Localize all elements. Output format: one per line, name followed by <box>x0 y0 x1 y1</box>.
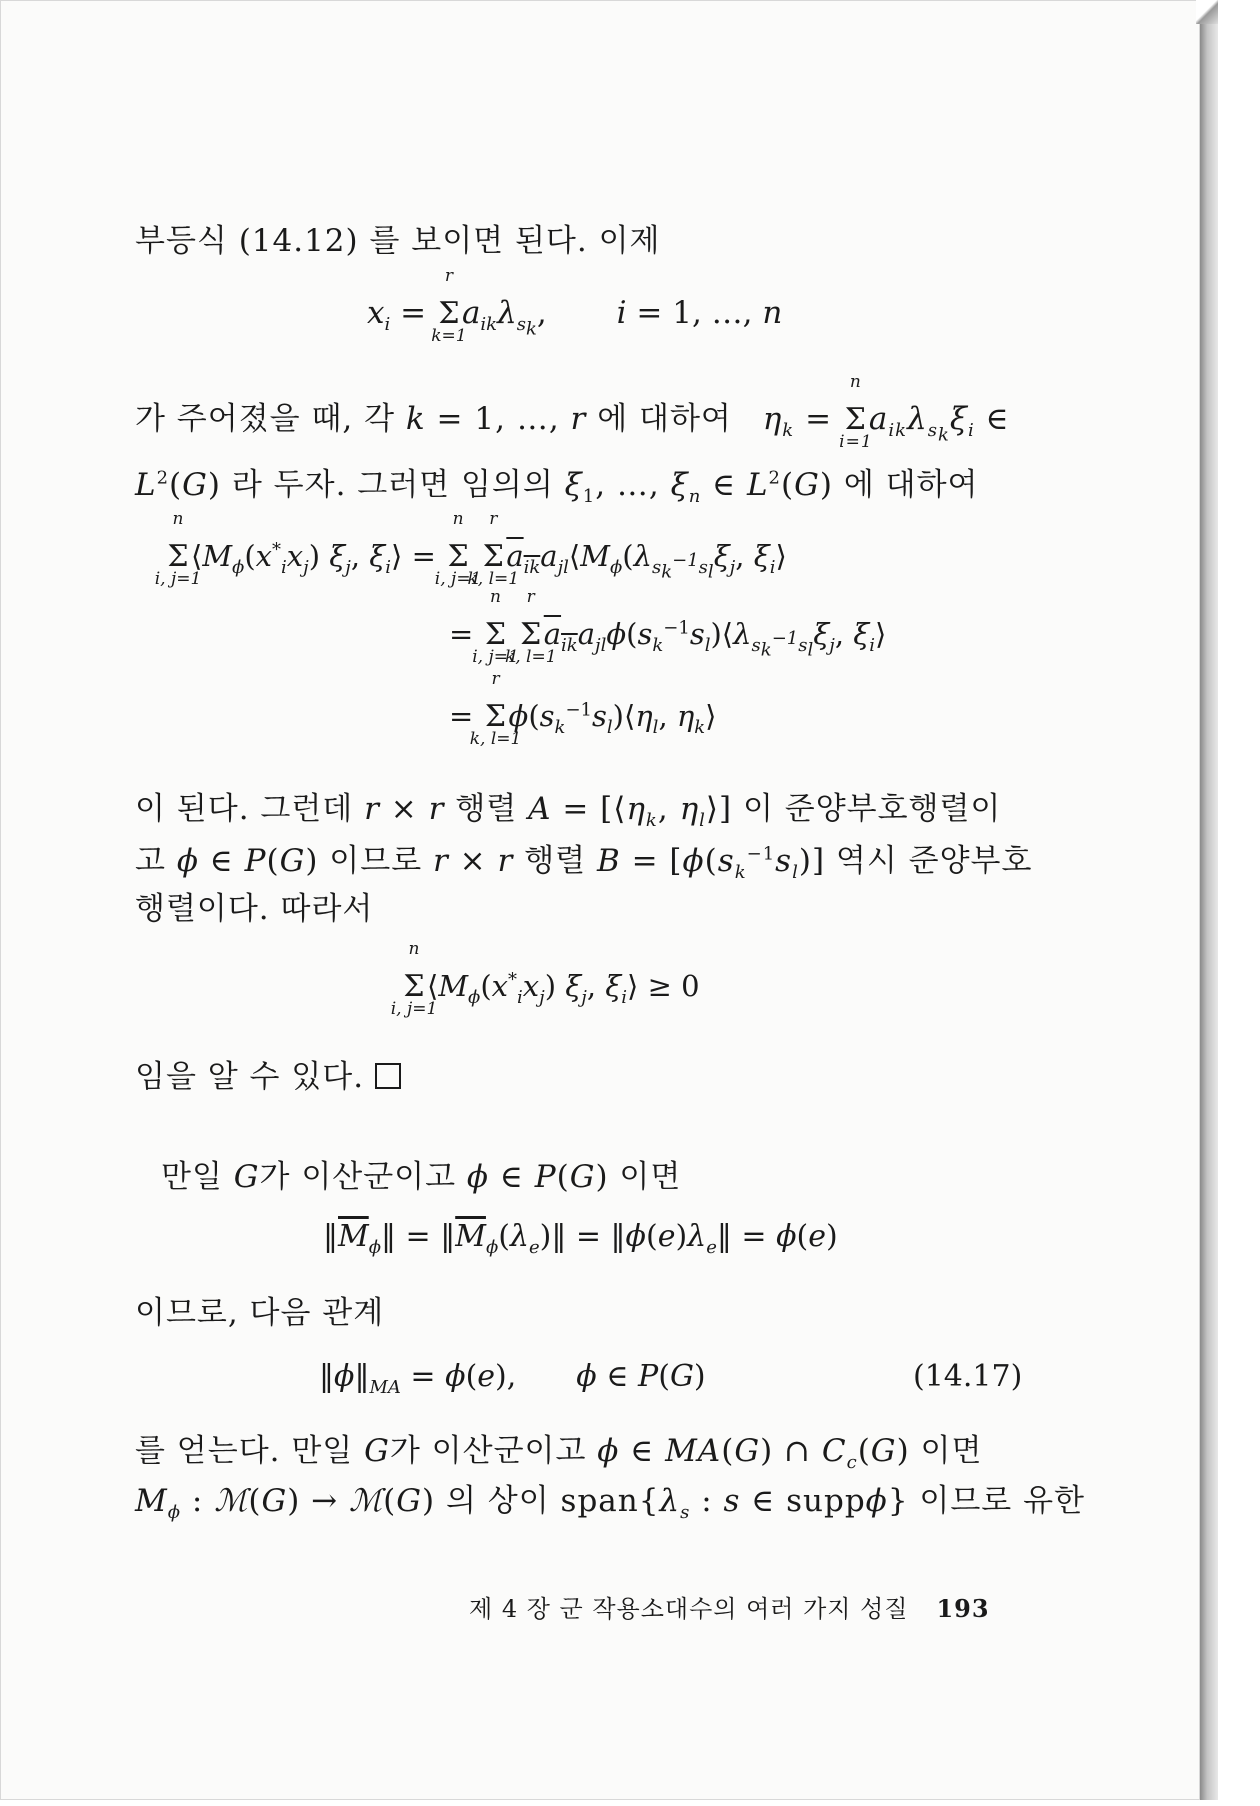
paragraph-text: 역시 준양부호 <box>835 843 1033 879</box>
paragraph-text: 가 주어졌을 때, 각 <box>135 401 406 437</box>
paragraph-text: 이면 <box>619 1159 682 1195</box>
paragraph-text: 가 이산군이고 <box>259 1159 457 1195</box>
paragraph-text: 임을 알 수 있다. <box>135 1059 365 1095</box>
page-curl <box>1196 0 1218 24</box>
text-line: 만일 G가 이산군이고 ϕ ∈ P(G) 이면 <box>161 1159 682 1195</box>
paragraph-text: 이면 <box>920 1433 983 1469</box>
paragraph-text: 의 상이 <box>445 1483 550 1519</box>
paragraph-text: 에 대하여 <box>843 467 979 503</box>
paragraph-text: 고 <box>135 843 166 879</box>
text-line: $M_\phi$ : ℳ(G) → ℳ(G) 의 상이 $span\{\lambda_s$ : s ∈ suppϕ} 이므로 유한 <box>135 1483 1085 1524</box>
equation-14-17: $‖\phi‖_{MA} = \phi(e)$, ϕ ∈ P(G) <box>319 1359 706 1398</box>
equation-sum-line3: = Σ r k, l=1 $\phi(s_k^{-1}s_l)⟨\eta_l$, $\eta_k⟩$ <box>449 669 717 749</box>
text-line <box>135 1287 384 1332</box>
page-number: 193 <box>936 1594 990 1623</box>
paragraph-text: 가 이산군이고 <box>389 1433 587 1469</box>
equation-sum-line2: = Σ n i, j=1 Σ r k, l=1 $a_{ik}a_{jl}\phi(s_k^{-1}s_l)⟨\lambda_{s_k^{-1}s_l}\xi_j$, $\xi_i⟩$ <box>449 587 887 667</box>
paragraph-text: 이므로, 다음 관계 <box>135 1295 385 1331</box>
paragraph-text: 이므로 <box>329 843 423 879</box>
text-line <box>135 215 660 260</box>
text-line: 이 된다. 그런데 r × r 행렬 $A = [⟨\eta_k$, $\eta_l⟩$] 이 준양부호행렬이 <box>135 791 1002 832</box>
paragraph-text: 행렬 <box>455 791 518 827</box>
paragraph-text: 부등식 (14.12) 를 보이면 된다. 이제 <box>135 223 661 259</box>
equation-positivity: Σ n i, j=1 $⟨M_\phi(x^*_ix_j)$ $\xi_j$, $\xi_i⟩ \ge 0$ <box>390 939 700 1019</box>
paragraph-text: 만일 <box>161 1159 223 1195</box>
paragraph-text: 이 된다. 그런데 <box>135 791 354 827</box>
paragraph-text: 이 준양부호행렬이 <box>742 791 1002 827</box>
qed-box-icon <box>375 1063 401 1089</box>
paragraph-text: 를 얻는다. 만일 <box>135 1433 354 1469</box>
text-line: 를 얻는다. 만일 G가 이산군이고 ϕ ∈ MA(G) ∩ $C_c(G)$ 이면 <box>135 1433 983 1474</box>
paragraph-text: 라 두자. 그러면 임의의 <box>231 467 554 503</box>
equation-sum-line1: Σ n i, j=1 $⟨M_\phi(x^*_ix_j)$ $\xi_j$, $\xi_i⟩ = \Sigma$ n i, j=1 Σ r k, l=1 $a_{ik}a_{jl}⟨M_\phi(\lambda_{s_k^{-1}s_l}\xi_j$, $\xi_i⟩$ <box>154 509 787 589</box>
text-line: 가 주어졌을 때, 각 k = 1, …, r 에 대하여 $\eta_k = \Sigma$ n i=1 $a_{ik}\lambda_{s_k}\xi_i$ ∈ <box>135 372 1010 452</box>
equation-number: (14.17) <box>913 1359 1023 1394</box>
text-line: 고 ϕ ∈ P(G) 이므로 r × r 행렬 $B = [\phi(s_k^{-1}s_l)]$ 역시 준양부호 <box>135 843 1033 884</box>
page-edge-shadow <box>1200 8 1218 1800</box>
paragraph-text: 이므로 유한 <box>919 1483 1085 1519</box>
text-line <box>135 883 373 928</box>
paragraph-text: 에 대하여 <box>597 401 732 437</box>
equation-norm: $‖\overline{M}_\phi‖$ = $‖\overline{M}_\phi(\lambda_e)‖$ = $‖\phi(e)\lambda_e‖ = \phi(e)$ <box>323 1219 838 1258</box>
paragraph-text: 행렬 <box>524 843 587 879</box>
running-footer <box>469 1589 990 1624</box>
chapter-title: 제 4 장 군 작용소대수의 여러 가지 성질 <box>469 1595 909 1623</box>
text-line: $L^2(G)$ 라 두자. 그러면 임의의 $\xi_1$, …, $\xi_n$ ∈ $L^2(G)$ 에 대하여 <box>135 467 979 508</box>
equation-xi: $x_i = \Sigma$ r k=1 $a_{ik}\lambda_{s_k}$, i = 1, …, n <box>367 266 783 346</box>
paragraph-text: 행렬이다. 따라서 <box>135 891 374 927</box>
text-line <box>135 1051 401 1096</box>
